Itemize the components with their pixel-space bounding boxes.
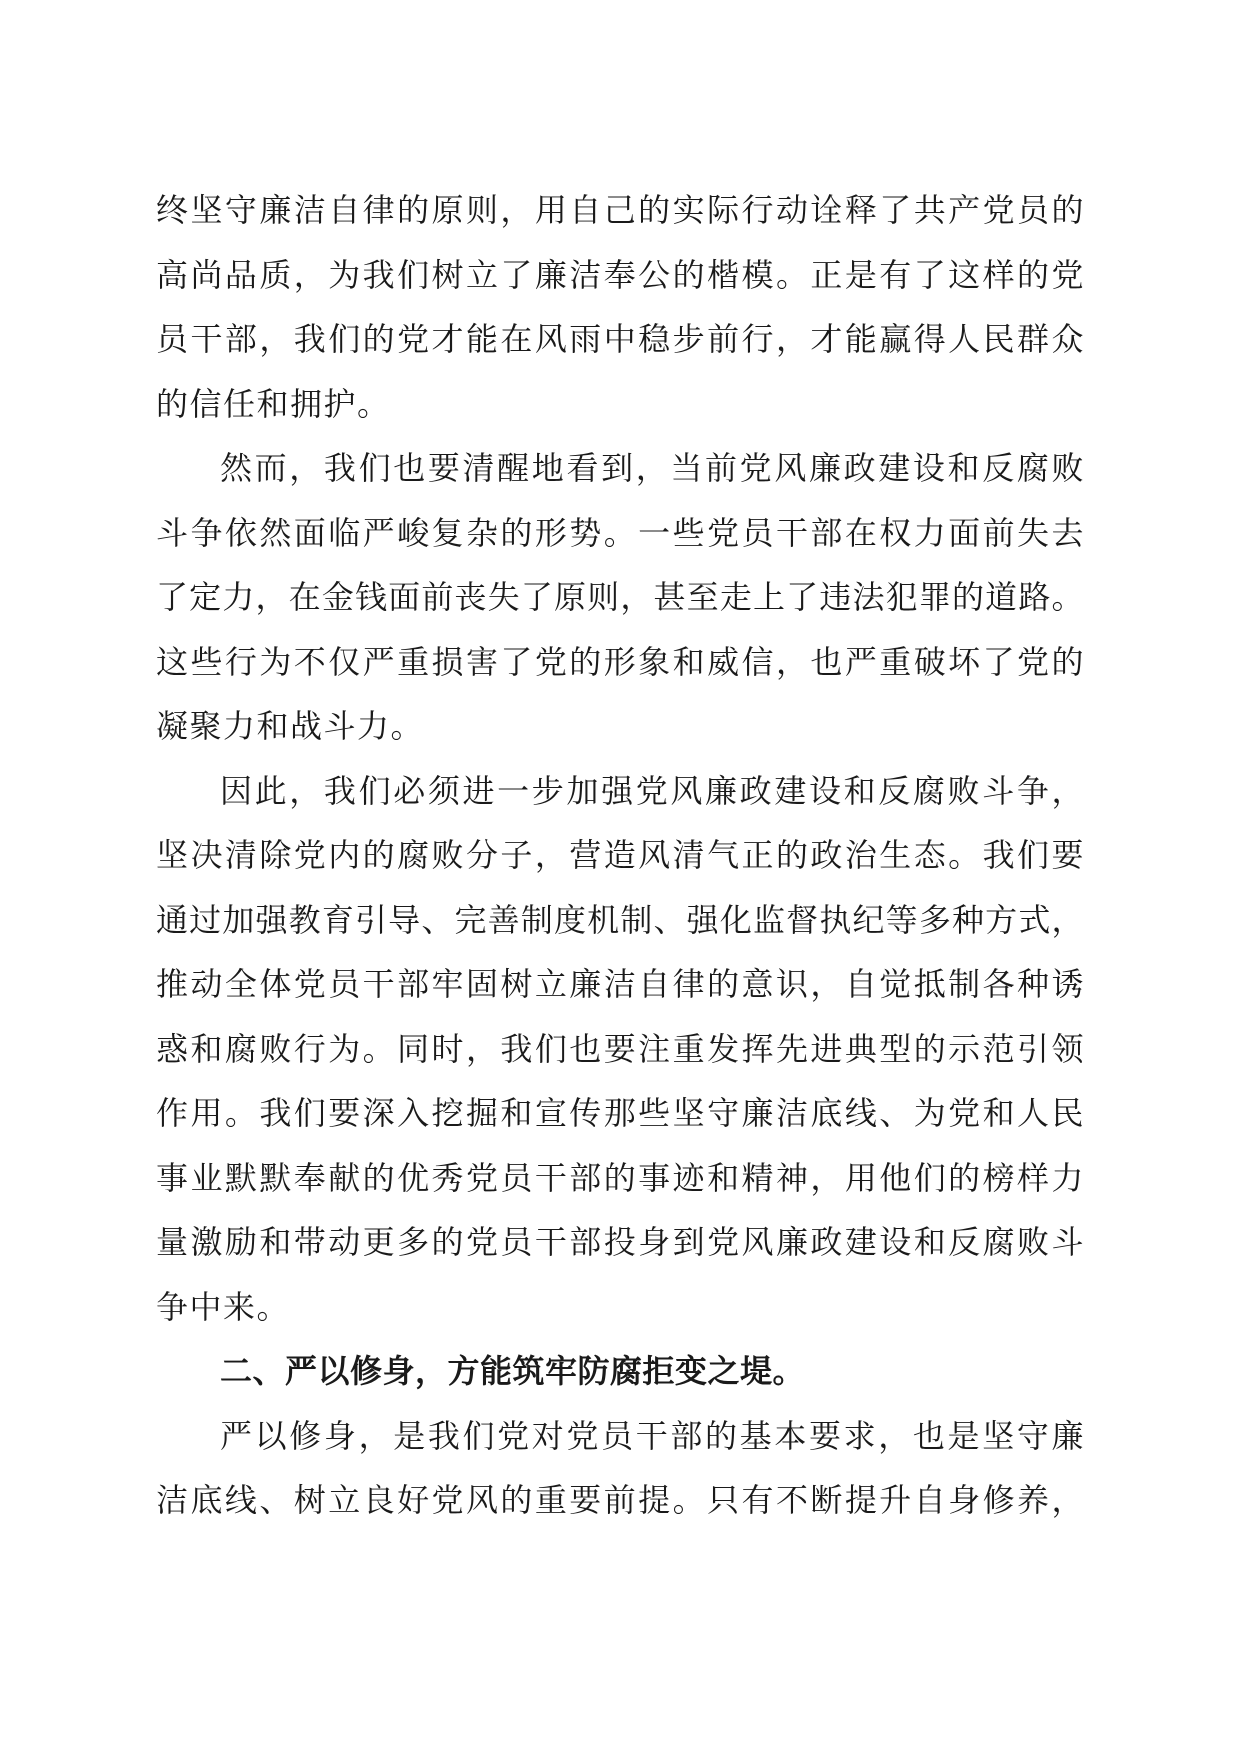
text-line: 这些行为不仅严重损害了党的形象和威信，也严重破坏了党的 (156, 642, 1084, 681)
text-line: 事业默默奉献的优秀党员干部的事迹和精神，用他们的榜样力 (156, 1158, 1084, 1197)
text-line: 员干部，我们的党才能在风雨中稳步前行，才能赢得人民群众 (156, 320, 1084, 358)
text-line: 作用。我们要深入挖掘和宣传那些坚守廉洁底线、为党和人民 (156, 1094, 1084, 1132)
text-line: 争中来。 (156, 1287, 291, 1326)
text-line: 凝聚力和战斗力。 (156, 707, 425, 745)
text-line: 量激励和带动更多的党员干部投身到党风廉政建设和反腐败斗 (156, 1223, 1084, 1261)
text-line: 终坚守廉洁自律的原则，用自己的实际行动诠释了共产党员的 (156, 191, 1084, 229)
paragraph-strengthen-efforts (156, 759, 1084, 1340)
section-heading (156, 1339, 1084, 1404)
text-line: 坚决清除党内的腐败分子，营造风清气正的政治生态。我们要 (156, 836, 1084, 874)
text-line: 的信任和拥护。 (156, 384, 391, 423)
text-line: 因此，我们必须进一步加强党风廉政建设和反腐败斗争， (220, 771, 1084, 810)
paragraph-severe-situation (156, 436, 1084, 759)
text-line: 然而，我们也要清醒地看到，当前党风廉政建设和反腐败 (220, 449, 1084, 487)
text-line: 了定力，在金钱面前丧失了原则，甚至走上了违法犯罪的道路。 (156, 578, 1084, 616)
text-line: 推动全体党员干部牢固树立廉洁自律的意识，自觉抵制各种诱 (156, 965, 1084, 1003)
document-body (156, 178, 1084, 1533)
text-line: 惑和腐败行为。同时，我们也要注重发挥先进典型的示范引领 (156, 1029, 1084, 1068)
text-line: 通过加强教育引导、完善制度机制、强化监督执纪等多种方式， (156, 900, 1084, 939)
paragraph-exemplary-cadres (156, 178, 1084, 436)
text-line: 高尚品质，为我们树立了廉洁奉公的楷模。正是有了这样的党 (156, 255, 1084, 294)
section-heading-text: 二、严以修身，方能筑牢防腐拒变之堤。 (220, 1352, 806, 1390)
paragraph-self-cultivation (156, 1404, 1084, 1533)
text-line: 斗争依然面临严峻复杂的形势。一些党员干部在权力面前失去 (156, 513, 1084, 552)
text-line: 洁底线、树立良好党风的重要前提。只有不断提升自身修养， (156, 1481, 1084, 1519)
text-line: 严以修身，是我们党对党员干部的基本要求，也是坚守廉 (220, 1416, 1084, 1455)
